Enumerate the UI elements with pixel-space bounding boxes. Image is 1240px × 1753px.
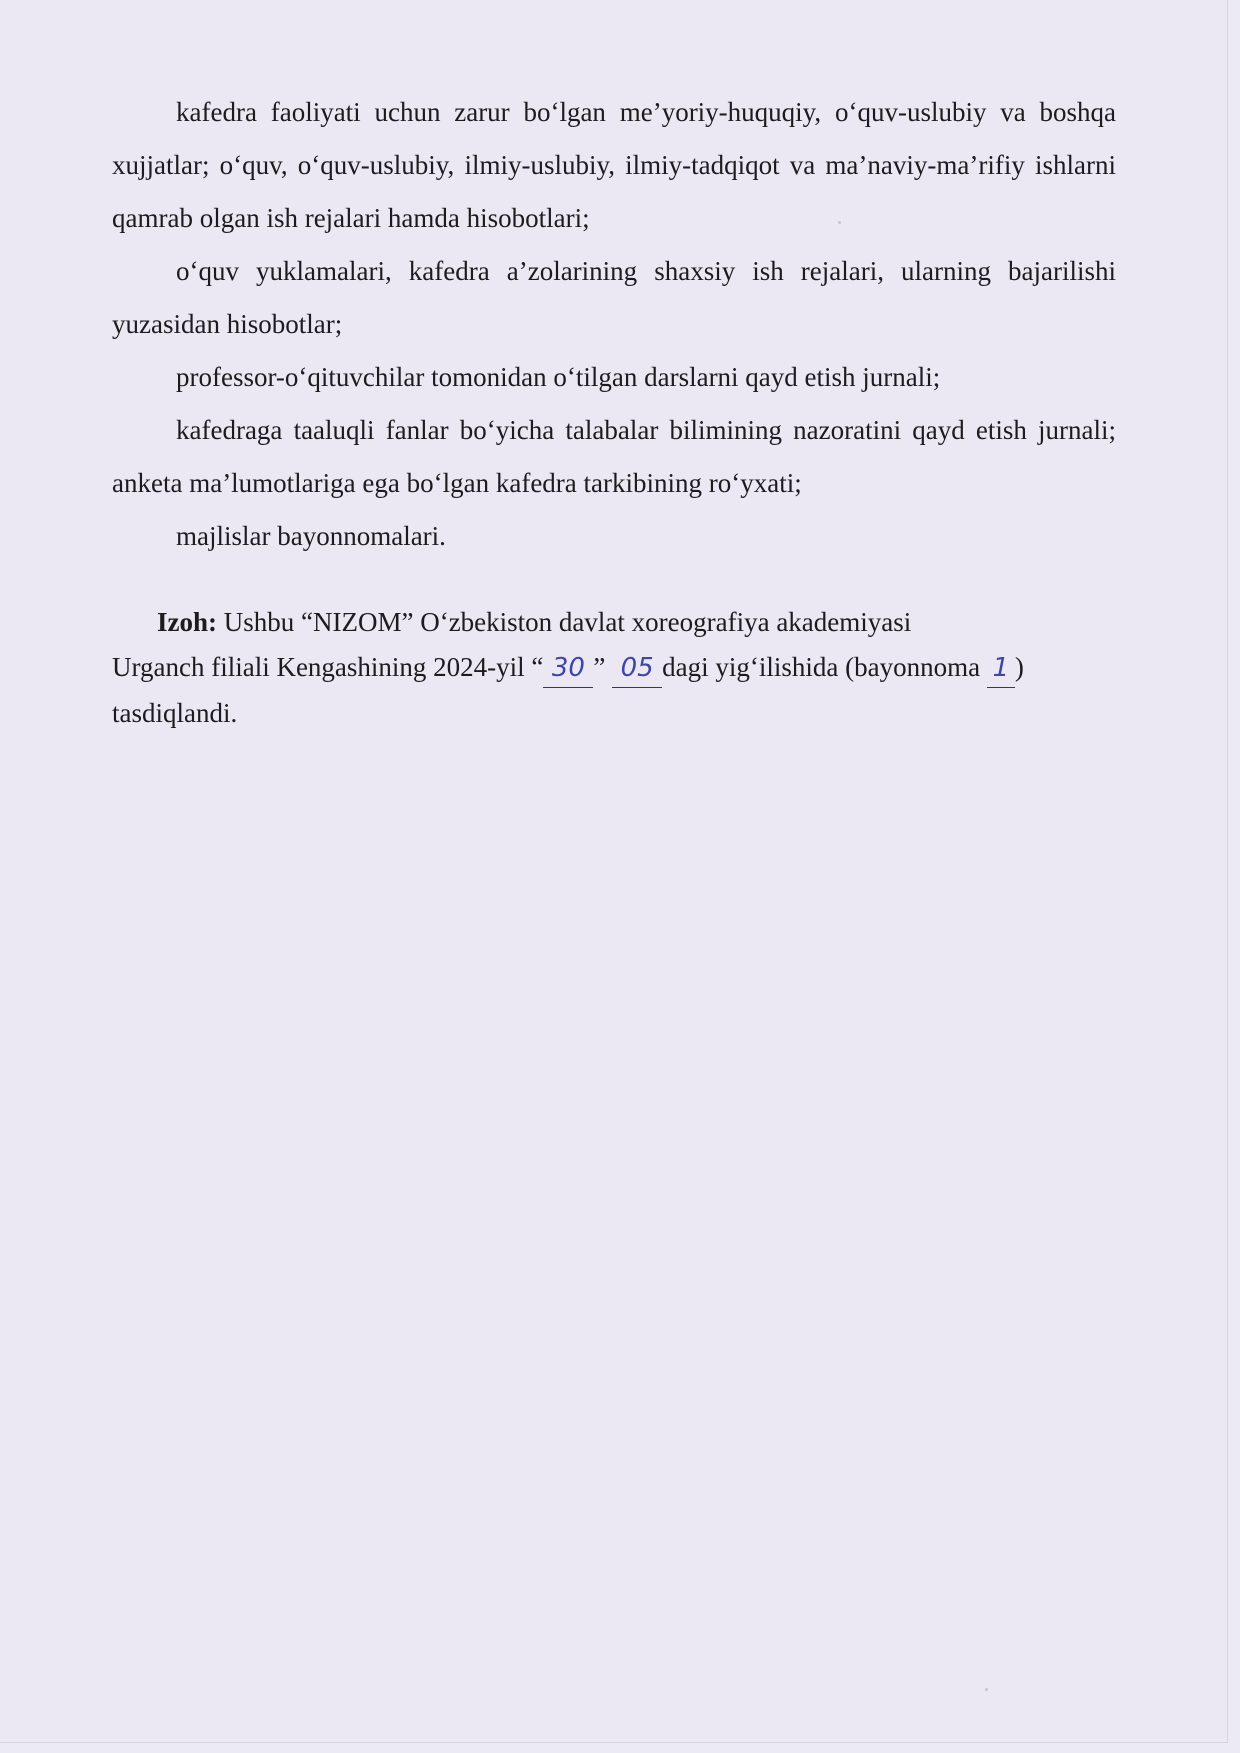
handwritten-protocol-number: 1 (987, 646, 1015, 691)
handwritten-day: 30 (543, 646, 593, 691)
note-text-suffix: ) (1014, 652, 1024, 682)
handwritten-month: 05 (612, 646, 662, 691)
scan-speck (838, 221, 841, 224)
note-text-line-1: Ushbu “NIZOM” O‘zbekiston davlat xoreografiya akademiyasi (223, 607, 912, 637)
approval-note-line-2 (112, 645, 1116, 691)
approval-note-line-3: tasdiqlandi. (112, 698, 238, 728)
paragraph-minutes: majlislar bayonnomalari. (176, 521, 446, 551)
paragraph-control-journal: kafedraga taaluqli fanlar bo‘yicha talabalar bilimining nazoratini qayd etish jurnali; anketa ma’lumotlariga ega bo‘lgan kafedra tarkibining ro‘yxati; (112, 415, 1116, 498)
paragraph-lessons-journal: professor-o‘qituvchilar tomonidan o‘tilgan darslarni qayd etish jurnali; (176, 362, 941, 392)
note-text-mid: dagi yig‘ilishida (bayonnoma (662, 652, 981, 682)
paragraph-documents-list: kafedra faoliyati uchun zarur bo‘lgan me’yoriy-huquqiy, o‘quv-uslubiy va boshqa xujjatlar; o‘quv, o‘quv-uslubiy, ilmiy-uslubiy, ilmiy-tadqiqot va ma’naviy-ma’rifiy ishlarni qamrab olgan ish rejalari hamda hisobotlari; (112, 97, 1116, 233)
scan-speck (985, 1688, 988, 1691)
paragraph-workloads: o‘quv yuklamalari, kafedra a’zolarining shaxsiy ish rejalari, ularning bajarilishi yuzasidan hisobotlar; (112, 256, 1116, 339)
note-label: Izoh: (157, 607, 217, 637)
note-quote-close: ” (593, 652, 606, 682)
document-body (112, 86, 1116, 563)
approval-note-line-1 (112, 600, 1116, 645)
note-text-prefix: Urganch filiali Kengashining 2024-yil “ (112, 652, 544, 682)
approval-note (112, 600, 1116, 736)
